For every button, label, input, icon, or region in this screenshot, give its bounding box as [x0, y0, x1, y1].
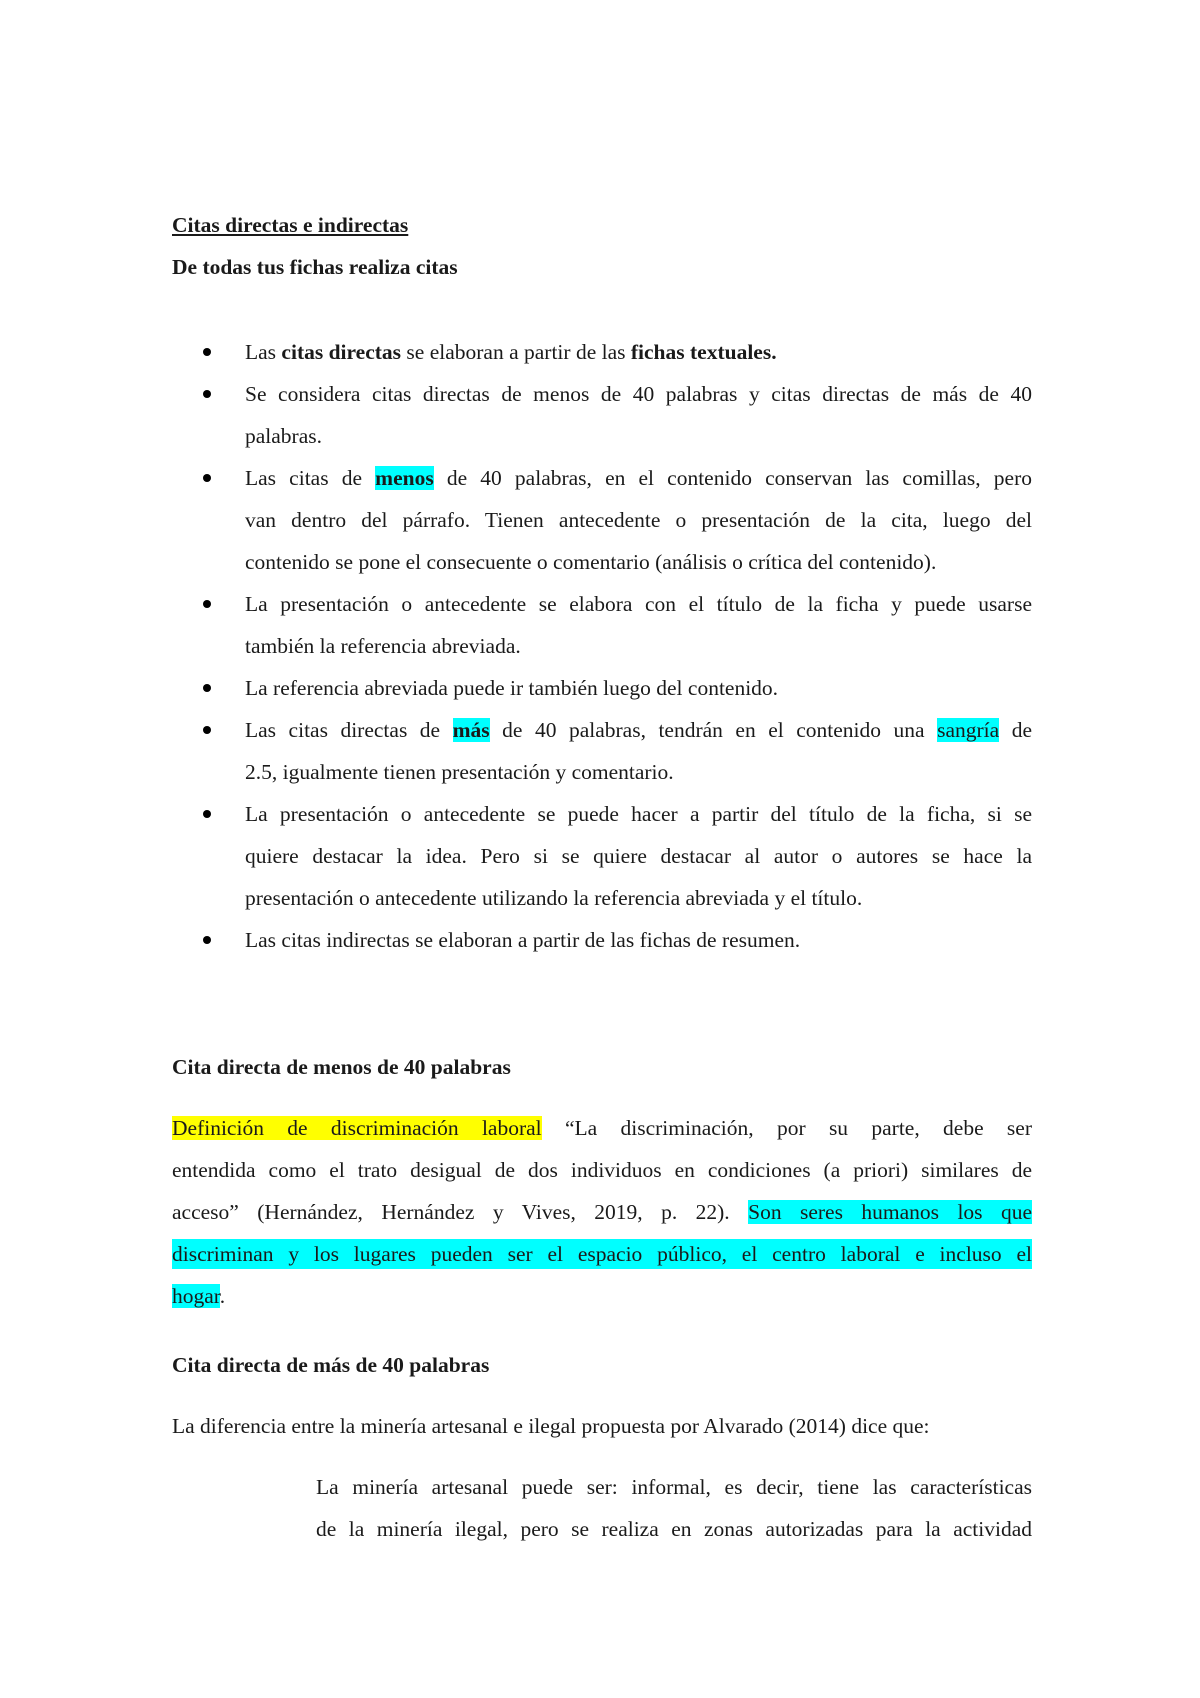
bullet-dot — [203, 726, 211, 734]
bullet-dot — [203, 390, 211, 398]
text: de 40 palabras, tendrán en el contenido una — [489, 718, 938, 742]
highlight-menos: menos — [375, 466, 434, 490]
bullet-dot — [203, 684, 211, 692]
block-quote-line-1: La minería artesanal puede ser: informal, es decir, tiene las características — [316, 1475, 1032, 1499]
page-title: Citas directas e indirectas — [172, 213, 409, 237]
short-quote-line-3 — [172, 1197, 1032, 1227]
short-quote-line-5 — [172, 1281, 1032, 1311]
bullet-dot — [203, 600, 211, 608]
bullet-dot — [203, 474, 211, 482]
bullet-item-2-line-2: palabras. — [245, 424, 323, 448]
highlight-comment: Son seres humanos los que — [748, 1200, 1032, 1224]
highlight-sangria: sangría — [937, 718, 1000, 742]
bold-text: citas directas — [281, 340, 402, 364]
bullet-item-5-line-1: La referencia abreviada puede ir también luego del contenido. — [245, 676, 779, 700]
text: Las citas directas de — [245, 718, 453, 742]
bullet-item-6-line-2: 2.5, igualmente tienen presentación y comentario. — [245, 760, 674, 784]
text: de 40 palabras, en el contenido conservan las comillas, pero — [433, 466, 1032, 490]
text: Las — [245, 340, 282, 364]
bullet-item-3-line-2: van dentro del párrafo. Tienen antecedente o presentación de la cita, luego del — [245, 508, 1032, 532]
text: se elaboran a partir de las — [401, 340, 631, 364]
text: “La discriminación, por su parte, debe ser — [541, 1116, 1033, 1140]
bullet-item-3-line-3: contenido se pone el consecuente o comentario (análisis o crítica del contenido). — [245, 550, 937, 574]
text: Las citas de — [245, 466, 376, 490]
page-subtitle: De todas tus fichas realiza citas — [172, 255, 458, 279]
bullet-item-2-line-1: Se considera citas directas de menos de 40 palabras y citas directas de más de 40 — [245, 382, 1032, 406]
bullet-dot — [203, 810, 211, 818]
text: acceso” (Hernández, Hernández y Vives, 2019, p. 22). — [172, 1200, 749, 1224]
bullet-item-6-line-1 — [245, 715, 1032, 745]
bullet-item-7-line-3: presentación o antecedente utilizando la referencia abreviada y el título. — [245, 886, 863, 910]
highlight-mas: más — [452, 718, 490, 742]
short-quote-line-1 — [172, 1113, 1032, 1143]
bullet-item-4-line-2: también la referencia abreviada. — [245, 634, 521, 658]
bullet-item-1 — [245, 337, 1032, 367]
bullet-item-3-line-1 — [245, 463, 1032, 493]
short-quote-line-4 — [172, 1239, 1032, 1269]
bullet-item-4-line-1: La presentación o antecedente se elabora con el título de la ficha y puede usarse — [245, 592, 1032, 616]
highlight-definition: Definición de discriminación laboral — [172, 1116, 542, 1140]
bullet-item-7-line-1: La presentación o antecedente se puede hacer a partir del título de la ficha, si se — [245, 802, 1032, 826]
text: de — [999, 718, 1032, 742]
text: . — [219, 1284, 226, 1308]
block-quote-line-2: de la minería ilegal, pero se realiza en zonas autorizadas para la actividad — [316, 1517, 1032, 1541]
bullet-dot — [203, 348, 211, 356]
short-quote-line-2: entendida como el trato desigual de dos individuos en condiciones (a priori) similares de — [172, 1158, 1032, 1182]
highlight-comment: hogar — [172, 1284, 220, 1308]
bullet-item-7-line-2: quiere destacar la idea. Pero si se quiere destacar al autor o autores se hace la — [245, 844, 1032, 868]
bullet-dot — [203, 936, 211, 944]
section-heading-short-quote: Cita directa de menos de 40 palabras — [172, 1055, 511, 1079]
long-quote-intro: La diferencia entre la minería artesanal e ilegal propuesta por Alvarado (2014) dice que: — [172, 1414, 930, 1438]
highlight-comment: discriminan y los lugares pueden ser el espacio público, el centro laboral e incluso el — [172, 1239, 1032, 1269]
section-heading-long-quote: Cita directa de más de 40 palabras — [172, 1353, 490, 1377]
bullet-item-8-line-1: Las citas indirectas se elaboran a partir de las fichas de resumen. — [245, 928, 801, 952]
bold-text: fichas textuales. — [630, 340, 777, 364]
